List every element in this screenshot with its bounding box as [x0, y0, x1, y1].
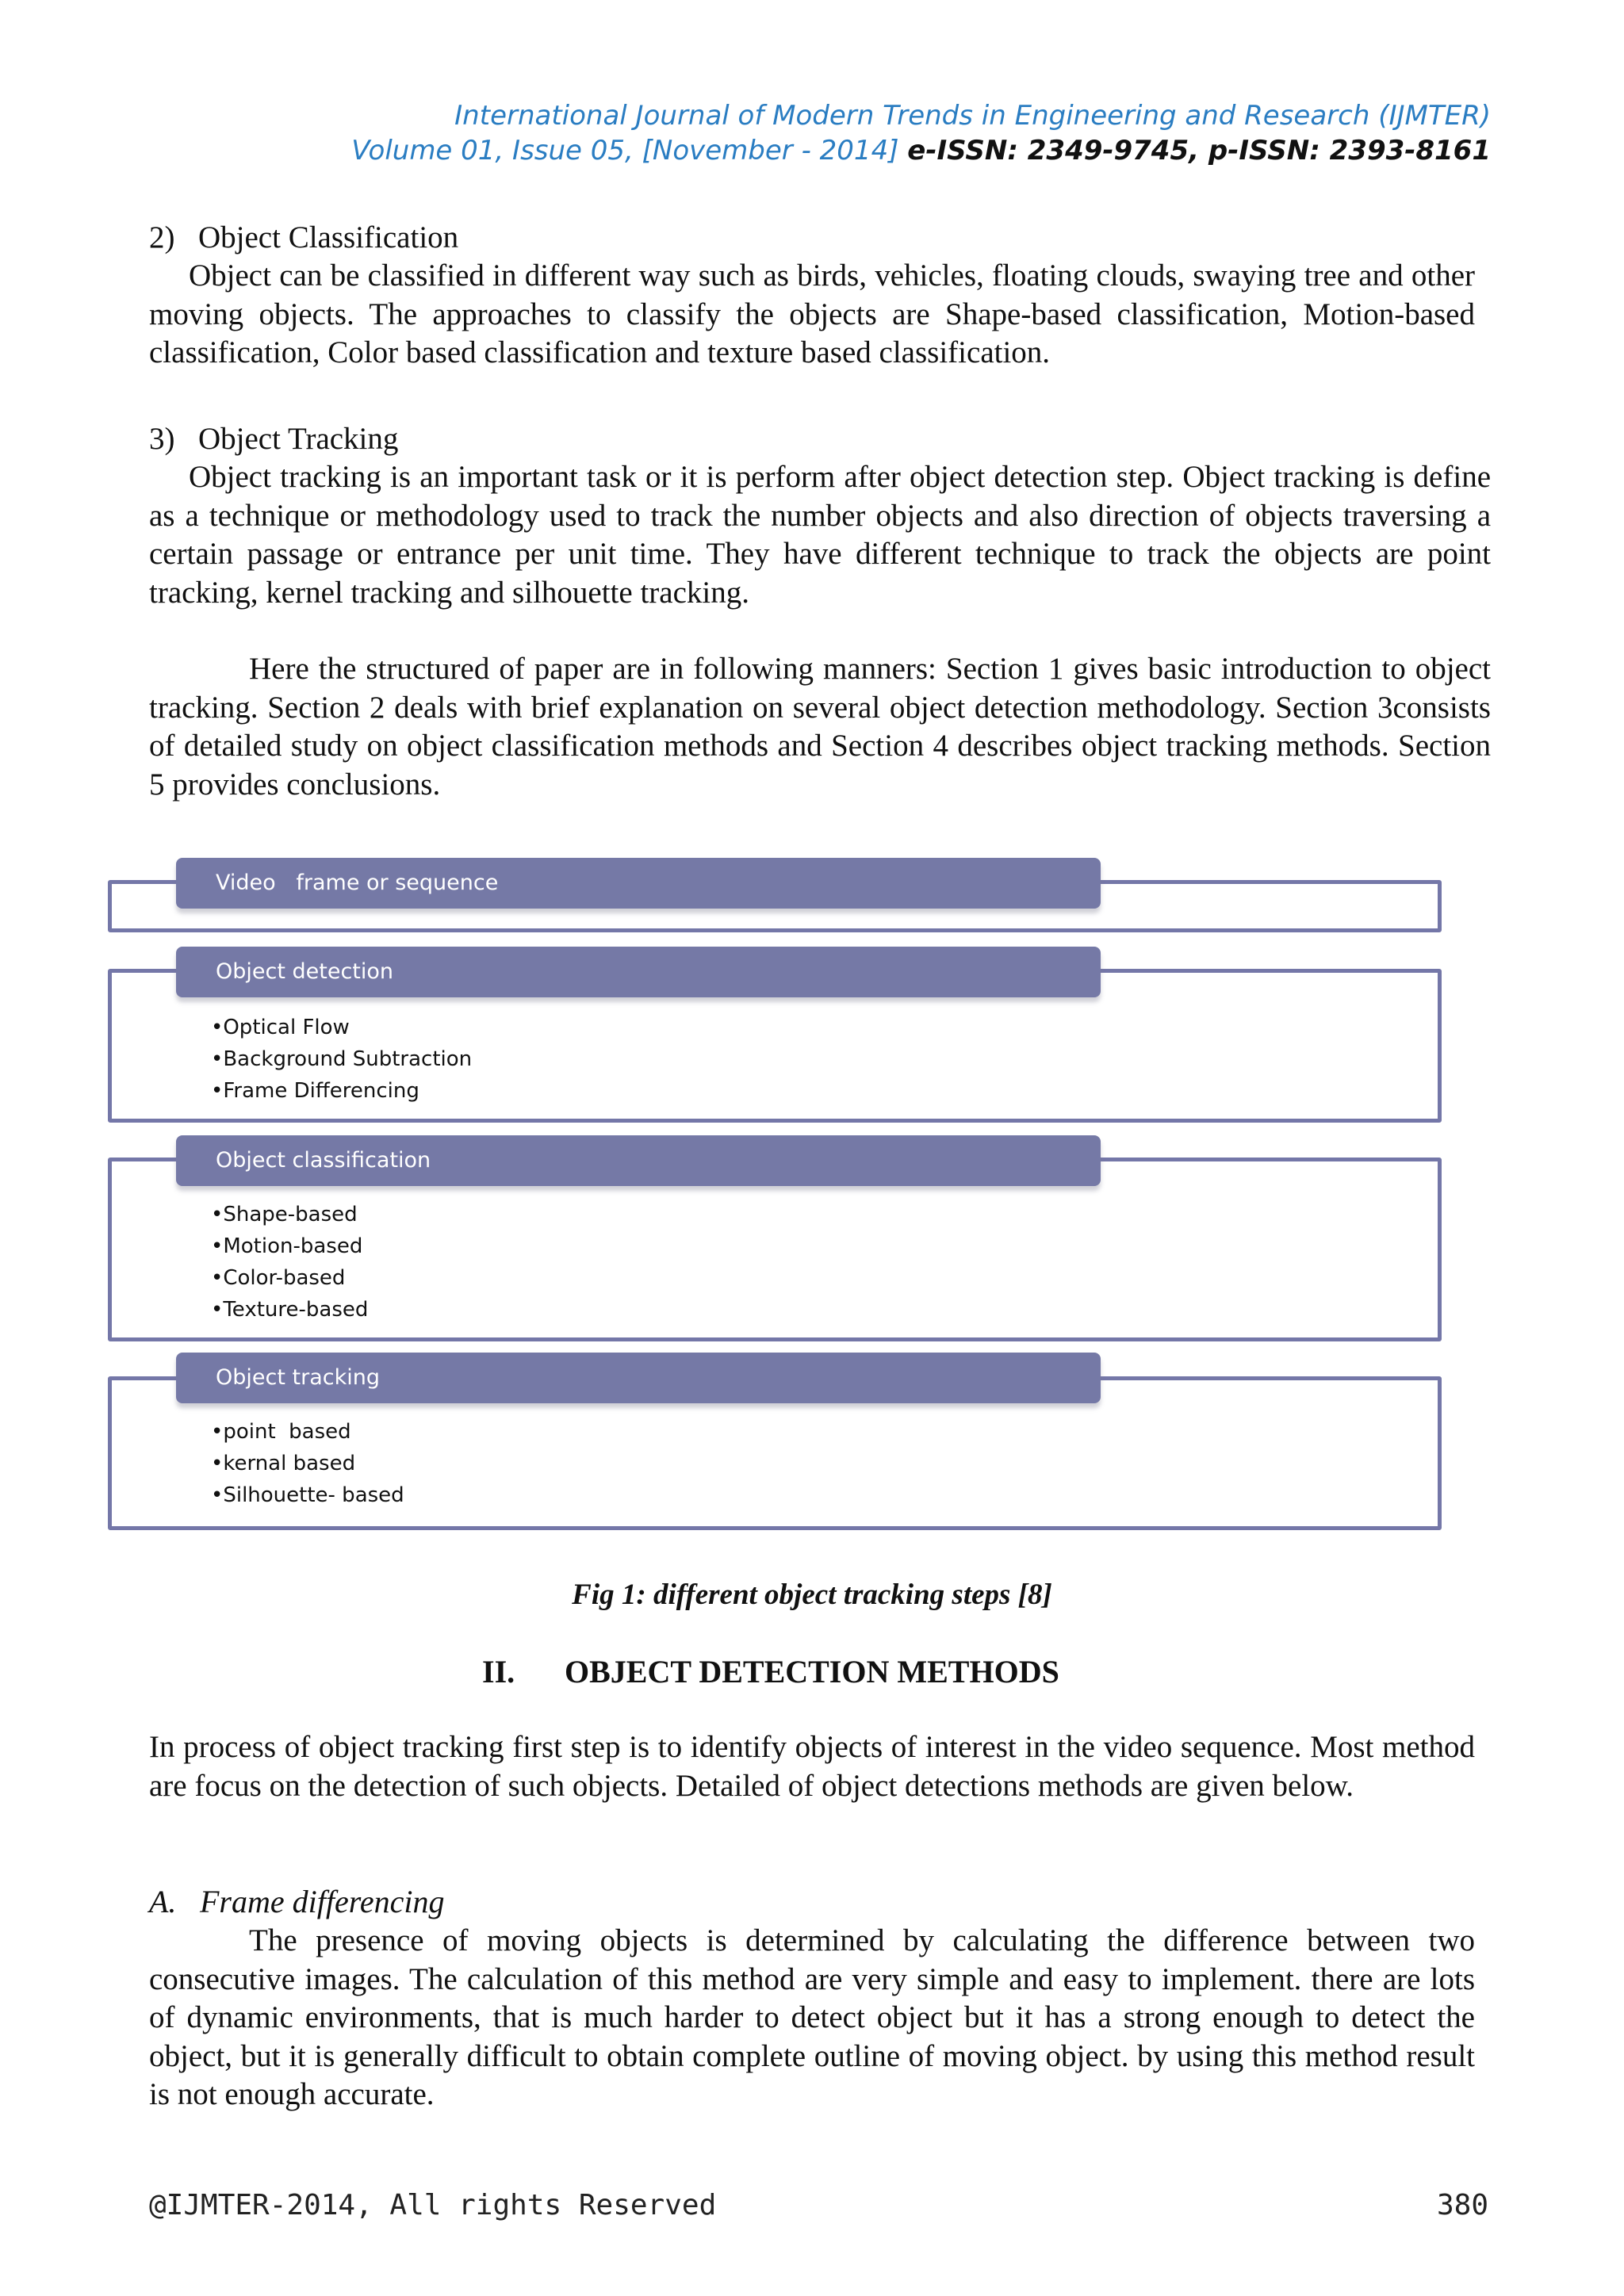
figure-caption: Fig 1: different object tracking steps [8] — [572, 1578, 1052, 1611]
journal-title: International Journal of Modern Trends in Engineering and Research (IJMTER) — [454, 100, 1491, 132]
tracking-methods-list — [211, 1416, 404, 1511]
list-item: • Frame Differencing — [211, 1075, 472, 1107]
frame-differencing-paragraph: The presence of moving objects is determined by calculating the difference between two consecutive images. The calculation of this method are very simple and easy to implement. there are lots of dynamic environments, that is much harder to detect object but it has a strong enough to detect the object, but it is generally difficult to obtain complete outline of moving object. by using this method result is not enough accurate. — [149, 1923, 1475, 2111]
list-item: • point based — [211, 1416, 404, 1448]
frame-differencing-heading: A. Frame differencing — [149, 1884, 445, 1919]
structure-paragraph: Here the structured of paper are in following manners: Section 1 gives basic introduction to object tracking. Section 2 deals with brief explanation on several object detection methodology. Section 3consists of detailed study on object classification methods and Section 4 describes object tracking methods. Section 5 provides conclusions. — [149, 652, 1491, 802]
step-bar-tracking: Object tracking — [176, 1353, 1101, 1403]
journal-issn: e-ISSN: 2349-9745, p-ISSN: 2393-8161 — [907, 135, 1491, 166]
list-item: • Shape-based — [211, 1199, 368, 1230]
list-item: • Background Subtraction — [211, 1043, 472, 1075]
step-bar-detection: Object detection — [176, 947, 1101, 997]
list-item: • Silhouette- based — [211, 1479, 404, 1511]
copyright-notice: @IJMTER-2014, All rights Reserved — [149, 2189, 717, 2221]
list-item: • Optical Flow — [211, 1012, 472, 1043]
classification-heading: 2) Object Classification — [149, 220, 459, 254]
step-bar-classification: Object classification — [176, 1135, 1101, 1186]
detection-methods-list — [211, 1012, 472, 1107]
journal-volume: Volume 01, Issue 05, [November - 2014] — [351, 135, 908, 166]
list-item: • kernal based — [211, 1448, 404, 1479]
tracking-heading: 3) Object Tracking — [149, 422, 399, 456]
list-item: • Motion-based — [211, 1230, 368, 1262]
page-number: 380 — [1437, 2189, 1489, 2221]
step-bar-video: Video frame or sequence — [176, 858, 1101, 909]
list-item: • Color-based — [211, 1262, 368, 1294]
journal-header — [238, 98, 1491, 168]
classification-paragraph: Object can be classified in different way such as birds, vehicles, floating clouds, swaying tree and other moving objects. The approaches to classify the objects are Shape-based classification, Motion-based classification, Color based classification and texture based classification. — [149, 258, 1475, 369]
section-intro-paragraph: In process of object tracking first step is to identify objects of interest in the video sequence. Most method are focus on the detection of such objects. Detailed of object detections methods are given below. — [149, 1730, 1475, 1803]
classification-methods-list — [211, 1199, 368, 1326]
section-title: II. OBJECT DETECTION METHODS — [482, 1654, 1059, 1689]
tracking-paragraph: Object tracking is an important task or it is perform after object detection step. Object tracking is define as a technique or methodology used to track the number objects and also direction of objects traversing a certain passage or entrance per unit time. They have different technique to track the objects are point tracking, kernel tracking and silhouette tracking. — [149, 460, 1491, 610]
journal-issue-line — [238, 133, 1491, 168]
list-item: • Texture-based — [211, 1294, 368, 1326]
